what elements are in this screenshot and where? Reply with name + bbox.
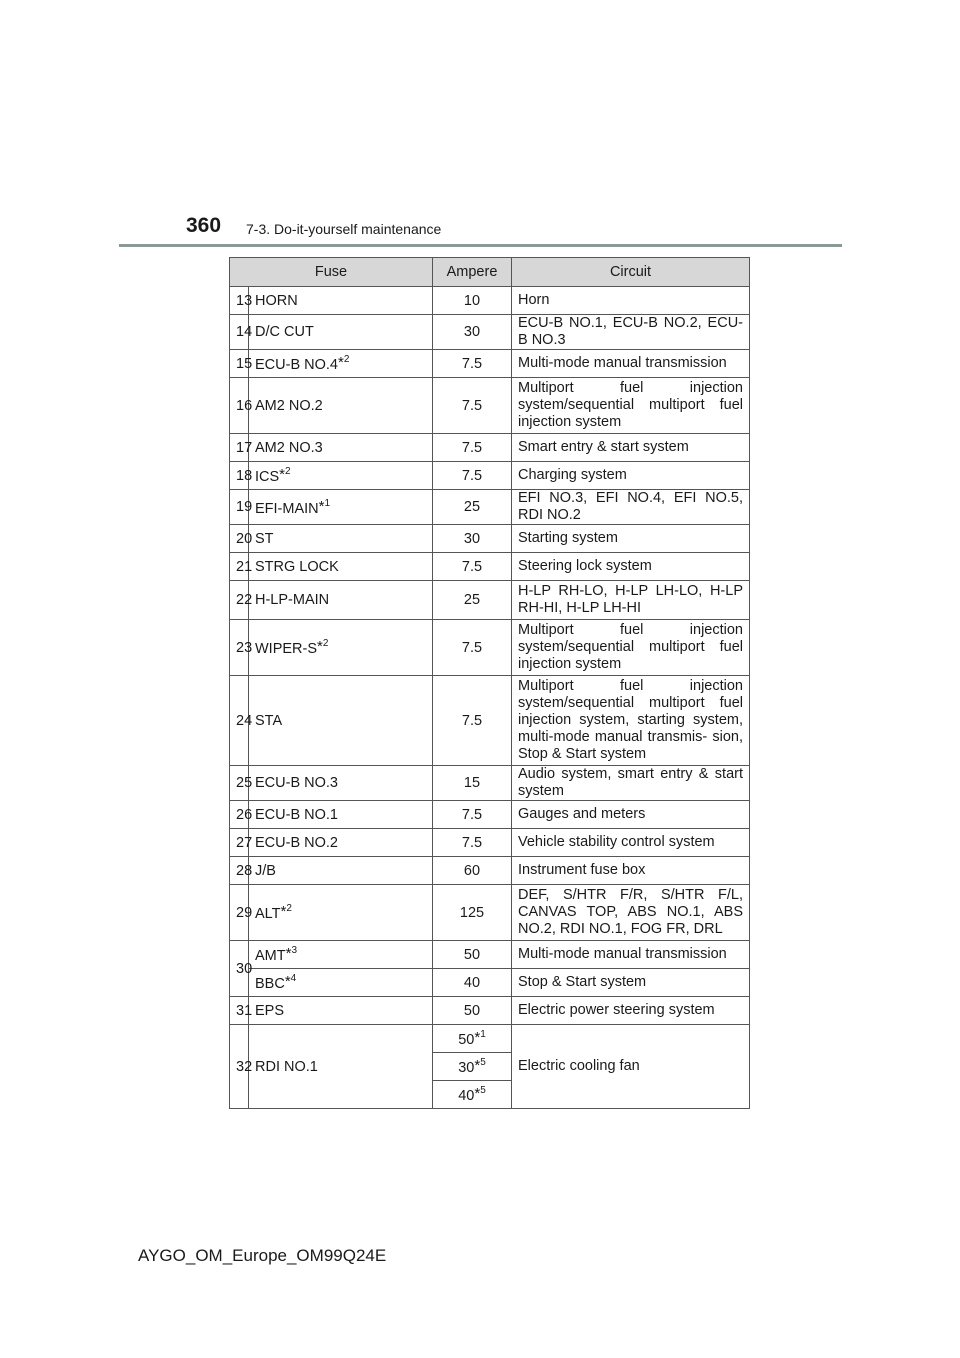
ampere-cell — [433, 1025, 512, 1053]
circuit-cell: Multi-mode manual transmission — [512, 350, 750, 378]
fuse-number: 23 — [230, 620, 249, 676]
fuse-name: ECU-B NO.2 — [255, 834, 338, 851]
circuit-cell: DEF, S/HTR F/R, S/HTR F/L, CANVAS TOP, ABS NO.1, ABS NO.2, RDI NO.1, FOG FR, DRL — [512, 885, 750, 941]
header-circuit: Circuit — [512, 258, 750, 287]
footnote-ref: 5 — [480, 1085, 486, 1096]
footnote-asterisk: * — [284, 973, 291, 990]
fuse-name: EFI-MAIN — [255, 500, 319, 517]
fuse-name-cell — [249, 553, 433, 581]
fuse-number: 16 — [230, 378, 249, 434]
fuse-number: 17 — [230, 434, 249, 462]
circuit-cell: Multi-mode manual transmission — [512, 941, 750, 969]
footnote-asterisk: * — [279, 466, 286, 483]
circuit-cell: Horn — [512, 287, 750, 315]
circuit-cell: Stop & Start system — [512, 969, 750, 997]
fuse-name: AMT — [255, 948, 286, 964]
fuse-name: EPS — [255, 1002, 285, 1019]
fuse-name: STRG LOCK — [255, 558, 339, 575]
fuse-name-cell — [249, 969, 433, 997]
fuse-name: RDI NO.1 — [255, 1058, 318, 1075]
fuse-name-cell — [249, 676, 433, 766]
ampere-cell: 15 — [433, 766, 512, 801]
circuit-cell: Multiport fuel injection system/sequential multiport fuel injection system — [512, 378, 750, 434]
table-row — [230, 525, 750, 553]
fuse-name: HORN — [255, 292, 298, 309]
footnote-asterisk: * — [474, 1057, 481, 1074]
ampere-cell: 30 — [433, 525, 512, 553]
fuse-name: ECU-B NO.3 — [255, 775, 338, 791]
ampere-cell: 60 — [433, 857, 512, 885]
footnote-asterisk: * — [474, 1029, 481, 1046]
fuse-name-cell — [249, 829, 433, 857]
table-row — [230, 315, 750, 350]
table-row — [230, 941, 750, 969]
table-row — [230, 490, 750, 525]
circuit-cell: Multiport fuel injection system/sequential multiport fuel injection system, starting system, multi-mode manual transmis- sion, Stop & Start system — [512, 676, 750, 766]
table-header-row — [230, 258, 750, 287]
footnote-ref: 2 — [343, 354, 350, 365]
fuse-name-cell — [249, 462, 433, 490]
header-divider — [119, 244, 842, 247]
fuse-name: ICS — [255, 469, 280, 485]
fuse-name-cell — [249, 997, 433, 1025]
ampere-cell: 7.5 — [433, 620, 512, 676]
circuit-cell: EFI NO.3, EFI NO.4, EFI NO.5, RDI NO.2 — [512, 490, 750, 525]
footnote-asterisk: * — [318, 497, 325, 515]
ampere-cell: 125 — [433, 885, 512, 941]
table-row — [230, 801, 750, 829]
fuse-name: WIPER-S — [255, 641, 318, 657]
fuse-name-cell — [249, 525, 433, 553]
footnote-asterisk: * — [280, 903, 287, 920]
circuit-cell: Starting system — [512, 525, 750, 553]
fuse-name-cell — [249, 620, 433, 676]
ampere-cell: 30 — [433, 315, 512, 350]
table-row — [230, 462, 750, 490]
circuit-cell: Charging system — [512, 462, 750, 490]
table-row — [230, 350, 750, 378]
ampere-value: 50 — [458, 1032, 475, 1048]
footnote-asterisk: * — [317, 638, 323, 655]
table-row — [230, 676, 750, 766]
ampere-cell: 7.5 — [433, 801, 512, 829]
document-code: AYGO_OM_Europe_OM99Q24E — [138, 1246, 387, 1265]
footnote-asterisk: * — [285, 945, 292, 962]
ampere-value: 30 — [458, 1060, 475, 1076]
footnote-ref: 2 — [285, 466, 291, 477]
fuse-number: 25 — [230, 766, 249, 801]
table-row — [230, 885, 750, 941]
fuse-number: 15 — [230, 350, 249, 378]
footnote-ref: 4 — [290, 973, 297, 984]
table-row — [230, 287, 750, 315]
ampere-cell: 7.5 — [433, 378, 512, 434]
fuse-name-cell — [249, 378, 433, 434]
fuse-name-cell — [249, 490, 433, 525]
ampere-cell: 7.5 — [433, 434, 512, 462]
fuse-name: ST — [255, 530, 274, 547]
ampere-cell: 7.5 — [433, 462, 512, 490]
fuse-number: 21 — [230, 553, 249, 581]
fuse-number: 32 — [230, 1025, 249, 1109]
fuse-number: 29 — [230, 885, 249, 941]
circuit-cell: Electric cooling fan — [512, 1025, 750, 1109]
fuse-name-cell — [249, 885, 433, 941]
table-row — [230, 620, 750, 676]
fuse-name: ALT — [255, 906, 281, 922]
fuse-name: J/B — [255, 862, 276, 879]
fuse-number: 28 — [230, 857, 249, 885]
footnote-ref: 3 — [291, 945, 298, 956]
fuse-number: 19 — [230, 490, 249, 525]
fuse-name-cell — [249, 857, 433, 885]
ampere-cell: 25 — [433, 581, 512, 620]
fuse-number: 27 — [230, 829, 249, 857]
footnote-ref: 2 — [286, 903, 292, 914]
table-row — [230, 829, 750, 857]
section-title: 7-3. Do-it-yourself maintenance — [246, 221, 442, 237]
fuse-table — [229, 257, 750, 1109]
table-row — [230, 434, 750, 462]
fuse-name: ECU-B NO.4 — [255, 357, 338, 373]
circuit-cell: Instrument fuse box — [512, 857, 750, 885]
fuse-name: H-LP-MAIN — [255, 592, 330, 608]
footnote-ref: 2 — [322, 638, 329, 649]
page-number: 360 — [186, 214, 222, 237]
ampere-value: 40 — [458, 1088, 475, 1104]
table-row — [230, 969, 750, 997]
circuit-cell: Electric power steering system — [512, 997, 750, 1025]
circuit-cell: H-LP RH-LO, H-LP LH-LO, H-LP RH-HI, H-LP LH-HI — [512, 581, 750, 620]
circuit-cell: Audio system, smart entry & start system — [512, 766, 750, 801]
fuse-name-cell — [249, 1025, 433, 1109]
circuit-cell: Smart entry & start system — [512, 434, 750, 462]
fuse-number: 13 — [230, 287, 249, 315]
footnote-asterisk: * — [338, 354, 344, 371]
fuse-name: STA — [255, 712, 283, 729]
fuse-name-cell — [249, 801, 433, 829]
ampere-cell — [433, 1053, 512, 1081]
ampere-cell: 25 — [433, 490, 512, 525]
ampere-cell: 7.5 — [433, 676, 512, 766]
fuse-name-cell — [249, 941, 433, 969]
fuse-number: 24 — [230, 676, 249, 766]
ampere-cell: 7.5 — [433, 350, 512, 378]
fuse-name-cell — [249, 766, 433, 801]
fuse-name-cell — [249, 581, 433, 620]
fuse-number: 14 — [230, 315, 249, 350]
fuse-number: 31 — [230, 997, 249, 1025]
fuse-name: ECU-B NO.1 — [255, 806, 338, 823]
ampere-cell — [433, 1081, 512, 1109]
fuse-name-cell — [249, 350, 433, 378]
table-row — [230, 997, 750, 1025]
fuse-name-cell — [249, 287, 433, 315]
circuit-cell: ECU-B NO.1, ECU-B NO.2, ECU-B NO.3 — [512, 315, 750, 350]
table-row — [230, 378, 750, 434]
fuse-number: 20 — [230, 525, 249, 553]
fuse-number: 26 — [230, 801, 249, 829]
table-row — [230, 1025, 750, 1053]
fuse-name: AM2 NO.2 — [255, 397, 323, 414]
table-row — [230, 581, 750, 620]
fuse-number: 30 — [230, 941, 249, 997]
circuit-cell: Gauges and meters — [512, 801, 750, 829]
header-fuse: Fuse — [230, 258, 433, 287]
table-row — [230, 857, 750, 885]
circuit-cell: Multiport fuel injection system/sequential multiport fuel injection system — [512, 620, 750, 676]
fuse-name-cell — [249, 315, 433, 350]
fuse-number: 18 — [230, 462, 249, 490]
table-row — [230, 553, 750, 581]
ampere-cell: 50 — [433, 941, 512, 969]
footnote-ref: 5 — [480, 1057, 486, 1068]
footnote-ref: 1 — [480, 1029, 486, 1040]
fuse-name: AM2 NO.3 — [255, 439, 323, 456]
circuit-cell: Vehicle stability control system — [512, 829, 750, 857]
header-ampere: Ampere — [433, 258, 512, 287]
fuse-name: D/C CUT — [255, 324, 314, 340]
ampere-cell: 40 — [433, 969, 512, 997]
fuse-name: BBC — [255, 976, 285, 992]
ampere-cell: 50 — [433, 997, 512, 1025]
ampere-cell: 7.5 — [433, 829, 512, 857]
ampere-cell: 10 — [433, 287, 512, 315]
footnote-ref: 1 — [324, 497, 331, 509]
ampere-cell: 7.5 — [433, 553, 512, 581]
fuse-number: 22 — [230, 581, 249, 620]
circuit-cell: Steering lock system — [512, 553, 750, 581]
table-row — [230, 766, 750, 801]
fuse-name-cell — [249, 434, 433, 462]
footnote-asterisk: * — [474, 1085, 481, 1102]
